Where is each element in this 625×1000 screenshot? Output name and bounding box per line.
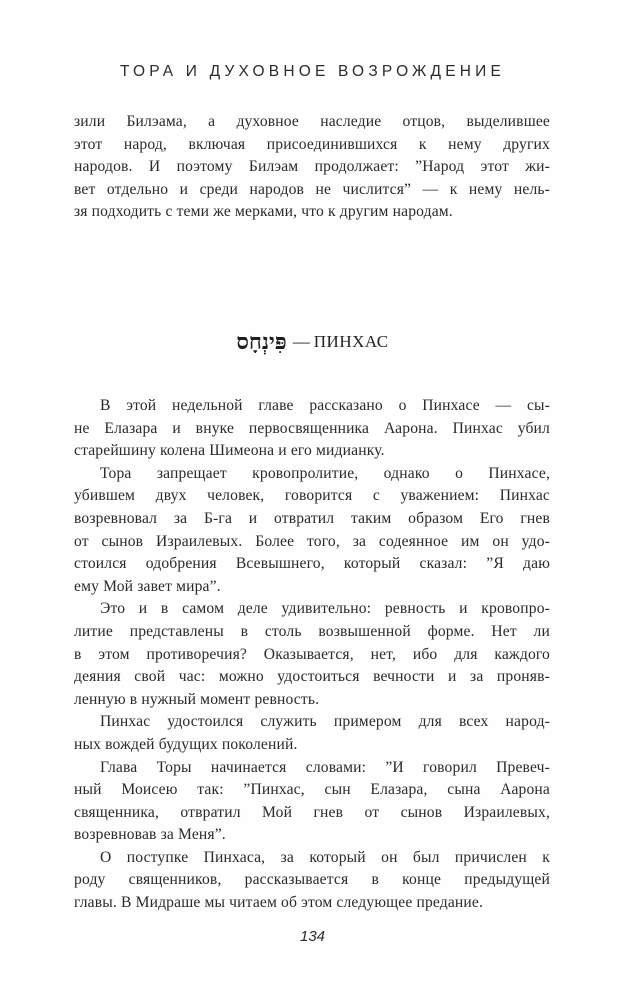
text-line: О поступке Пинхаса, за который он был причислен к [100, 848, 550, 866]
text-line: возревновал за Б-га и отвратил таким образом Его гнев [74, 509, 550, 527]
text-line: убившем двух человек, говорится с уважением: Пинхас [74, 487, 550, 505]
text-line: зя подходить с теми же мерками, что к другим народам. [74, 203, 453, 221]
text-line: в этом противоречия? Оказывается, нет, ибо для каждого [74, 645, 550, 663]
chapter-title-name: ПИНХАС [313, 332, 389, 351]
text-line: этот народ, включая присоединившихся к нему других [74, 135, 550, 153]
chapter-title [0, 328, 625, 356]
text-line: народов. И поэтому Билэам продолжает: ”Народ этот жи- [74, 158, 550, 176]
page-number: 134 [299, 928, 326, 945]
text-line: Глава Торы начинается словами: ”И говорил Превеч- [100, 758, 550, 776]
chapter-body [74, 395, 550, 915]
chapter-title-hebrew: פִּינְחָס [236, 329, 287, 355]
intro-paragraph [74, 111, 550, 224]
text-line: ленную в нужный момент ревность. [74, 690, 320, 708]
text-line: роду священников, рассказывается в конце предыдущей [74, 871, 550, 889]
text-line: от сынов Израилевых. Более того, за содеянное им он удо- [74, 532, 550, 550]
text-line: священника, отвратил Мой гнев от сынов Израилевых, [74, 803, 550, 821]
text-line: зили Билэама, а духовное наследие отцов, выделившее [74, 113, 550, 130]
running-head: ТОРА И ДУХОВНОЕ ВОЗРОЖДЕНИЕ [119, 63, 506, 80]
text-line: ных вождей будущих поколений. [74, 735, 298, 753]
text-line: деяния свой час: можно удостоиться вечности и за проняв- [74, 668, 550, 686]
text-line: В этой недельной главе рассказано о Пинхасе — сы- [100, 397, 550, 414]
text-line: возревновав за Меня”. [74, 826, 226, 844]
text-line: главы. В Мидраше мы читаем об этом следующее предание. [74, 894, 484, 912]
text-line: Тора запрещает кровопролитие, однако о Пинхасе, [100, 464, 550, 482]
text-line: литие представлены в столь возвышенной форме. Нет ли [74, 622, 550, 640]
text-line: вет отдельно и среди народов не числится” — к нему нель- [74, 180, 550, 198]
text-line: Это и в самом деле удивительно: ревность и кровопро- [100, 600, 550, 618]
text-line: ему Мой завет мира”. [74, 577, 221, 595]
chapter-title-separator: — [292, 332, 310, 351]
text-line: старейшину колена Шимеона и его мидианку. [74, 442, 385, 460]
text-line: ный Моисею так: ”Пинхас, сын Елазара, сына Аарона [74, 781, 550, 799]
text-line: Пинхас удостоился служить примером для всех народ- [100, 713, 550, 731]
text-line: не Елазара и внуке первосвященника Аарона. Пинхас убил [74, 419, 550, 437]
text-line: стоился одобрения Всевышнего, который сказал: ”Я даю [74, 555, 550, 573]
